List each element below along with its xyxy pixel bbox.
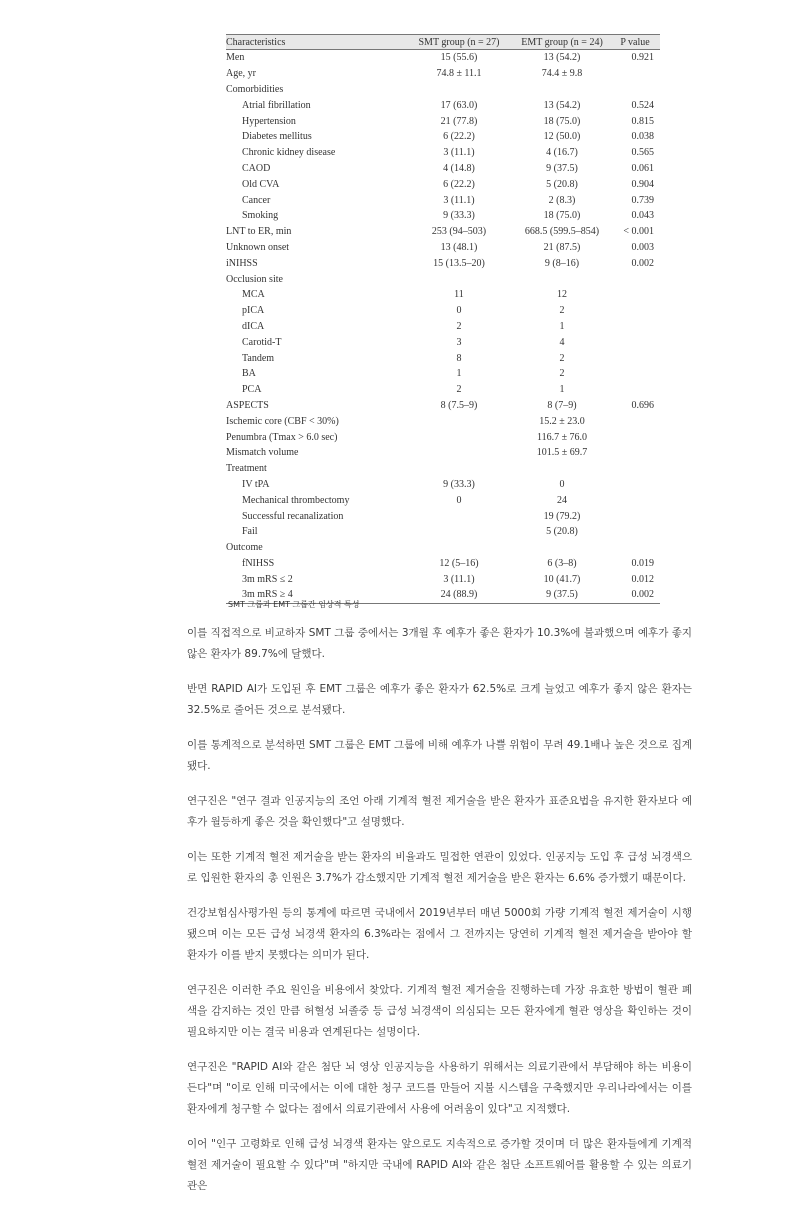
smt-value <box>404 271 514 287</box>
emt-value: 5 (20.8) <box>546 178 578 190</box>
table-row <box>226 224 660 240</box>
row-label: Diabetes mellitus <box>242 131 312 143</box>
p-value <box>610 524 660 540</box>
emt-value: 101.5 ± 69.7 <box>536 447 588 459</box>
emt-value: 21 (87.5) <box>543 241 581 253</box>
table-row <box>226 477 660 493</box>
emt-value: 18 (75.0) <box>543 210 581 222</box>
emt-value: 15.2 ± 23.0 <box>539 415 585 427</box>
smt-value: 9 (33.3) <box>443 210 475 222</box>
row-label: 3m mRS ≥ 4 <box>226 587 404 603</box>
row-label: Hypertension <box>242 115 296 127</box>
emt-value: 8 (7–9) <box>547 399 577 411</box>
row-label: MCA <box>242 289 265 301</box>
table-row <box>226 540 660 556</box>
article-paragraph: 이를 직접적으로 비교하자 SMT 그룹 중에서는 3개월 후 예후가 좋은 환자가 10.3%에 불과했으며 예후가 좋지 않은 환자가 89.7%에 달했다. <box>187 627 692 660</box>
emt-value: 9 (37.5) <box>546 162 578 174</box>
row-label: Cancer <box>242 194 271 206</box>
emt-value: 2 (8.3) <box>548 194 576 206</box>
table-row <box>226 508 660 524</box>
smt-value: 3 (11.1) <box>443 573 475 585</box>
row-label: Treatment <box>226 463 267 475</box>
table-row <box>226 66 660 82</box>
table-row <box>226 271 660 287</box>
row-label: IV tPA <box>242 478 270 490</box>
article-paragraph: 이는 또한 기계적 혈전 제거술을 받는 환자의 비율과도 밀접한 연관이 있었다. 인공지능 도입 후 급성 뇌경색으로 입원한 환자의 총 인원은 3.7%가 감소했지만 기계적 혈전 제거술을 받은 환자는 6.6% 증가했기 때문이다. <box>187 851 692 884</box>
p-value: 0.739 <box>631 194 654 206</box>
p-value <box>610 429 660 445</box>
row-label: Penumbra (Tmax > 6.0 sec) <box>226 431 338 443</box>
emt-value <box>514 540 610 556</box>
row-label: Carotid-T <box>242 336 282 348</box>
smt-value: 11 <box>454 289 464 301</box>
article-body <box>187 623 692 1211</box>
smt-value: 3 <box>456 336 462 348</box>
table-row <box>226 492 660 508</box>
article-paragraph: 이어 "인구 고령화로 인해 급성 뇌경색 환자는 앞으로도 지속적으로 증가할 것이며 더 많은 환자들에게 기계적 혈전 제거술이 필요할 수 있다"며 "하지만 국내에 RAPID AI와 같은 첨단 소프트웨어를 활용할 수 있는 의료기관은 <box>187 1138 692 1192</box>
table-row <box>226 255 660 271</box>
smt-value <box>404 524 514 540</box>
p-value: 0.038 <box>631 131 654 143</box>
smt-value: 8 (7.5–9) <box>440 399 478 411</box>
header-characteristics: Characteristics <box>226 35 404 50</box>
article-paragraph: 연구진은 "연구 결과 인공지능의 조언 아래 기계적 혈전 제거술을 받은 환자가 표준요법을 유지한 환자보다 예후가 월등하게 좋은 것을 확인했다"고 설명했다. <box>187 795 692 828</box>
emt-value: 13 (54.2) <box>543 52 581 64</box>
p-value <box>610 334 660 350</box>
table-row <box>226 176 660 192</box>
p-value <box>610 508 660 524</box>
smt-value: 12 (5–16) <box>439 557 479 569</box>
smt-value: 0 <box>456 305 462 317</box>
row-label: fNIHSS <box>242 557 275 569</box>
smt-value: 2 <box>456 384 462 396</box>
p-value <box>610 382 660 398</box>
table-row <box>226 445 660 461</box>
article-paragraph: 연구진은 "RAPID AI와 같은 첨단 뇌 영상 인공지능을 사용하기 위해서는 의료기관에서 부담해야 하는 비용이 든다"며 "이로 인해 미국에서는 이에 대한 청구 코드를 만들어 지불 시스템을 구축했지만 우리나라에서는 이를 환자에게 청구할 수 없다는 점에서 의료기관에서 사용에 어려움이 있다"고 지적했다. <box>187 1061 692 1115</box>
row-label: Mechanical thrombectomy <box>242 494 350 506</box>
emt-value: 5 (20.8) <box>546 526 578 538</box>
p-value: < 0.001 <box>623 226 654 238</box>
emt-value: 74.4 ± 9.8 <box>541 68 583 80</box>
p-value <box>610 350 660 366</box>
row-label: ASPECTS <box>226 399 269 411</box>
row-label: Men <box>226 52 245 64</box>
smt-value: 2 <box>456 320 462 332</box>
table-row <box>226 350 660 366</box>
emt-value: 4 <box>559 336 565 348</box>
p-value <box>610 413 660 429</box>
p-value <box>610 287 660 303</box>
header-emt-group: EMT group (n = 24) <box>514 35 610 50</box>
smt-value: 15 (13.5–20) <box>433 257 485 269</box>
table-row <box>226 113 660 129</box>
emt-value: 2 <box>559 305 565 317</box>
row-label: 3m mRS ≤ 2 <box>242 573 293 585</box>
p-value: 0.002 <box>610 587 660 603</box>
table-row <box>226 382 660 398</box>
row-label: Chronic kidney disease <box>242 147 336 159</box>
emt-value: 10 (41.7) <box>543 573 581 585</box>
row-label: iNIHSS <box>226 257 258 269</box>
smt-value <box>404 413 514 429</box>
clinical-characteristics-table <box>226 34 660 604</box>
table-row <box>226 413 660 429</box>
article-paragraph: 연구진은 이러한 주요 원인을 비용에서 찾았다. 기계적 혈전 제거술을 진행하는데 가장 유효한 방법이 혈관 폐색을 감지하는 것인 만큼 허혈성 뇌졸중 등 급성 뇌경색이 의심되는 모든 환자에게 혈관 영상을 확인하는 것이 필요하지만 이는 결국 비용과 연계된다는 설명이다. <box>187 984 692 1038</box>
emt-value: 12 <box>557 289 567 301</box>
row-label: Smoking <box>242 210 279 222</box>
emt-value: 1 <box>559 384 565 396</box>
p-value: 0.524 <box>631 99 654 111</box>
article-paragraph: 이를 통계적으로 분석하면 SMT 그룹은 EMT 그룹에 비해 예후가 나쁠 위험이 무려 49.1배나 높은 것으로 집계됐다. <box>187 739 692 772</box>
emt-value: 2 <box>559 352 565 364</box>
emt-value: 2 <box>559 368 565 380</box>
row-label: Tandem <box>242 352 275 364</box>
table-row <box>226 319 660 335</box>
p-value: 0.003 <box>631 241 654 253</box>
emt-value: 18 (75.0) <box>543 115 581 127</box>
table-row <box>226 192 660 208</box>
table-row <box>226 129 660 145</box>
header-p-value: P value <box>610 35 660 50</box>
emt-value: 6 (3–8) <box>547 557 577 569</box>
p-value: 0.002 <box>631 257 654 269</box>
emt-value <box>514 82 610 98</box>
smt-value <box>404 508 514 524</box>
emt-value: 13 (54.2) <box>543 99 581 111</box>
p-value <box>610 461 660 477</box>
table-row <box>226 334 660 350</box>
table-body <box>226 50 660 604</box>
article-paragraph: 건강보험심사평가원 등의 통계에 따르면 국내에서 2019년부터 매년 5000회 가량 기계적 혈전 제거술이 시행됐으며 이는 모든 급성 뇌경색 환자의 6.3%라는 점에서 그 전까지는 당연히 기계적 혈전 제거술을 받아야 할 환자가 이를 받지 못했다는 의미가 된다. <box>187 907 692 961</box>
table-row <box>226 366 660 382</box>
p-value: 0.565 <box>631 147 654 159</box>
smt-value <box>404 461 514 477</box>
emt-value: 116.7 ± 76.0 <box>536 431 588 443</box>
article-paragraph: 반면 RAPID AI가 도입된 후 EMT 그룹은 예후가 좋은 환자가 62.5%로 크게 늘었고 예후가 좋지 않은 환자는 32.5%로 줄어든 것으로 분석됐다. <box>187 683 692 716</box>
row-label: Atrial fibrillation <box>242 99 311 111</box>
smt-value <box>404 445 514 461</box>
smt-value <box>404 429 514 445</box>
table-row <box>226 240 660 256</box>
smt-value: 13 (48.1) <box>440 241 478 253</box>
smt-value <box>404 540 514 556</box>
p-value <box>610 492 660 508</box>
smt-value: 74.8 ± 11.1 <box>436 68 482 80</box>
smt-value: 15 (55.6) <box>440 52 478 64</box>
table-row <box>226 161 660 177</box>
smt-value: 3 (11.1) <box>443 147 475 159</box>
table-row <box>226 97 660 113</box>
row-label: dICA <box>242 320 265 332</box>
row-label: Fail <box>242 526 258 538</box>
smt-value: 0 <box>456 494 462 506</box>
p-value: 0.921 <box>631 52 654 64</box>
row-label: LNT to ER, min <box>226 226 292 238</box>
emt-value: 1 <box>559 320 565 332</box>
p-value <box>610 445 660 461</box>
table-row <box>226 145 660 161</box>
table-row <box>226 398 660 414</box>
table-row <box>226 287 660 303</box>
emt-value: 24 <box>557 494 567 506</box>
smt-value: 17 (63.0) <box>440 99 478 111</box>
row-label: pICA <box>242 305 265 317</box>
row-label: Occlusion site <box>226 273 283 285</box>
row-label: PCA <box>242 384 262 396</box>
emt-value: 9 (8–16) <box>544 257 580 269</box>
p-value <box>610 319 660 335</box>
table-row <box>226 208 660 224</box>
emt-value: 4 (16.7) <box>546 147 578 159</box>
row-label: Outcome <box>226 542 263 554</box>
table-row <box>226 461 660 477</box>
p-value <box>610 271 660 287</box>
row-label: Successful recanalization <box>242 510 344 522</box>
table-row <box>226 82 660 98</box>
row-label: CAOD <box>242 162 271 174</box>
p-value: 0.061 <box>631 162 654 174</box>
smt-value: 3 (11.1) <box>443 194 475 206</box>
p-value <box>610 477 660 493</box>
p-value <box>610 82 660 98</box>
emt-value: 9 (37.5) <box>514 587 610 603</box>
emt-value <box>514 461 610 477</box>
smt-value: 21 (77.8) <box>440 115 478 127</box>
emt-value <box>514 271 610 287</box>
table-row <box>226 571 660 587</box>
table-row <box>226 556 660 572</box>
row-label: Old CVA <box>242 178 280 190</box>
smt-value: 24 (88.9) <box>404 587 514 603</box>
emt-value: 19 (79.2) <box>543 510 581 522</box>
smt-value: 8 <box>456 352 462 364</box>
table-row <box>226 303 660 319</box>
table-row <box>226 524 660 540</box>
table-row <box>226 50 660 66</box>
smt-value: 6 (22.2) <box>443 131 475 143</box>
p-value <box>610 303 660 319</box>
table-row <box>226 429 660 445</box>
p-value: 0.019 <box>631 557 654 569</box>
row-label: Unknown onset <box>226 241 290 253</box>
p-value: 0.696 <box>631 399 654 411</box>
row-label: BA <box>242 368 256 380</box>
p-value <box>610 540 660 556</box>
header-smt-group: SMT group (n = 27) <box>404 35 514 50</box>
emt-value: 668.5 (599.5–854) <box>524 226 600 238</box>
smt-value <box>404 82 514 98</box>
p-value <box>610 366 660 382</box>
emt-value: 0 <box>559 478 565 490</box>
row-label: Ischemic core (CBF < 30%) <box>226 415 339 427</box>
smt-value: 6 (22.2) <box>443 178 475 190</box>
p-value: 0.815 <box>631 115 654 127</box>
p-value: 0.043 <box>631 210 654 222</box>
p-value: 0.904 <box>631 178 654 190</box>
table-header-row <box>226 35 660 50</box>
smt-value: 1 <box>456 368 462 380</box>
row-label: Mismatch volume <box>226 447 299 459</box>
smt-value: 9 (33.3) <box>443 478 475 490</box>
p-value: 0.012 <box>631 573 654 585</box>
table-caption: SMT 그룹과 EMT 그룹간 임상적 특성 <box>228 600 360 609</box>
row-label: Age, yr <box>226 68 256 80</box>
smt-value: 253 (94–503) <box>431 226 487 238</box>
p-value <box>610 66 660 82</box>
row-label: Comorbidities <box>226 83 284 95</box>
smt-value: 4 (14.8) <box>443 162 475 174</box>
emt-value: 12 (50.0) <box>543 131 581 143</box>
